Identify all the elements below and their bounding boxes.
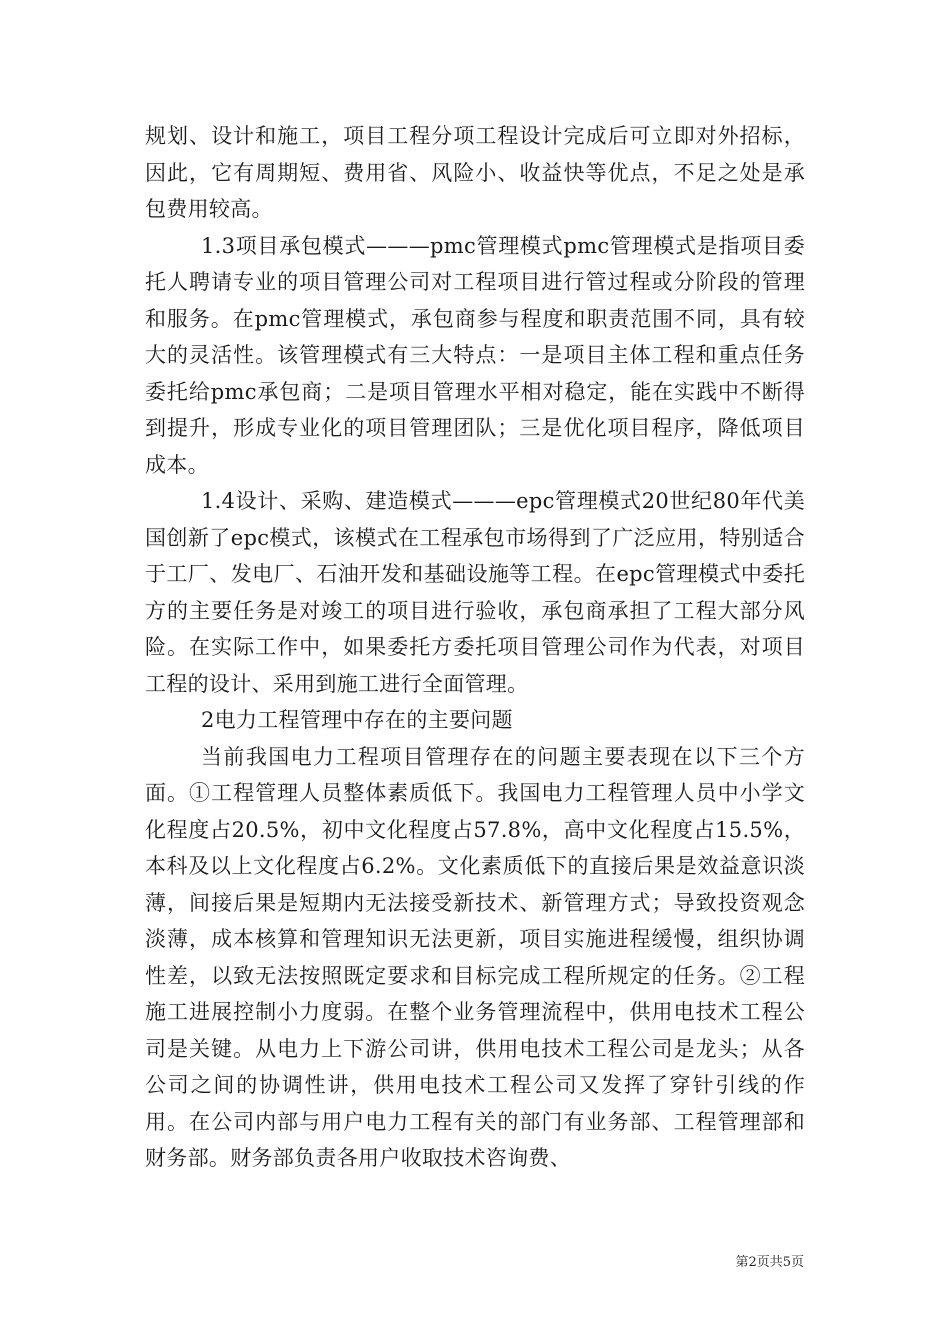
paragraph-1: 规划、设计和施工，项目工程分项工程设计完成后可立即对外招标，因此，它有周期短、费用省、风险小、收益快等优点，不足之处是承包费用较高。 bbox=[145, 124, 805, 221]
paragraph-4: 当前我国电力工程项目管理存在的问题主要表现在以下三个方面。①工程管理人员整体素质低下。我国电力工程管理人员中小学文化程度占20.5%，初中文化程度占57.8%，高中文化程度占15.5%，本科及以上文化程度占6.2%。文化素质低下的直接后果是效益意识淡薄，间接后果是短期内无法接受新技术、新管理方式；导致投资观念淡薄，成本核算和管理知识无法更新，项目实施进程缓慢，组织协调性差，以致无法按照既定要求和目标完成工程所规定的任务。②工程施工进展控制小力度弱。在整个业务管理流程中，供用电技术工程公司是关键。从电力上下游公司讲，供用电技术工程公司是龙头；从各公司之间的协调性讲，供用电技术工程公司又发挥了穿针引线的作用。在公司内部与用户电力工程有关的部门有业务部、工程管理部和财务部。财务部负责各用户收取技术咨询费、 bbox=[145, 744, 805, 1170]
document-body bbox=[145, 118, 805, 1177]
page-number: 第2页共5页 bbox=[735, 1255, 804, 1270]
paragraph-3: 1.4设计、采购、建造模式———epc管理模式20世纪80年代美国创新了epc模式，该模式在工程承包市场得到了广泛应用，特别适合于工厂、发电厂、石油开发和基础设施等工程。在epc管理模式中委托方的主要任务是对竣工的项目进行验收，承包商承担了工程大部分风险。在实际工作中，如果委托方委托项目管理公司作为代表，对项目工程的设计、采用到施工进行全面管理。 bbox=[145, 489, 805, 696]
section-heading: 2电力工程管理中存在的主要问题 bbox=[201, 708, 513, 732]
paragraph-2: 1.3项目承包模式———pmc管理模式pmc管理模式是指项目委托人聘请专业的项目管理公司对工程项目进行管过程或分阶段的管理和服务。在pmc管理模式，承包商参与程度和职责范围不同，具有较大的灵活性。该管理模式有三大特点：一是项目主体工程和重点任务委托给pmc承包商；二是项目管理水平相对稳定，能在实践中不断得到提升，形成专业化的项目管理团队；三是优化项目程序，降低项目成本。 bbox=[145, 233, 805, 477]
